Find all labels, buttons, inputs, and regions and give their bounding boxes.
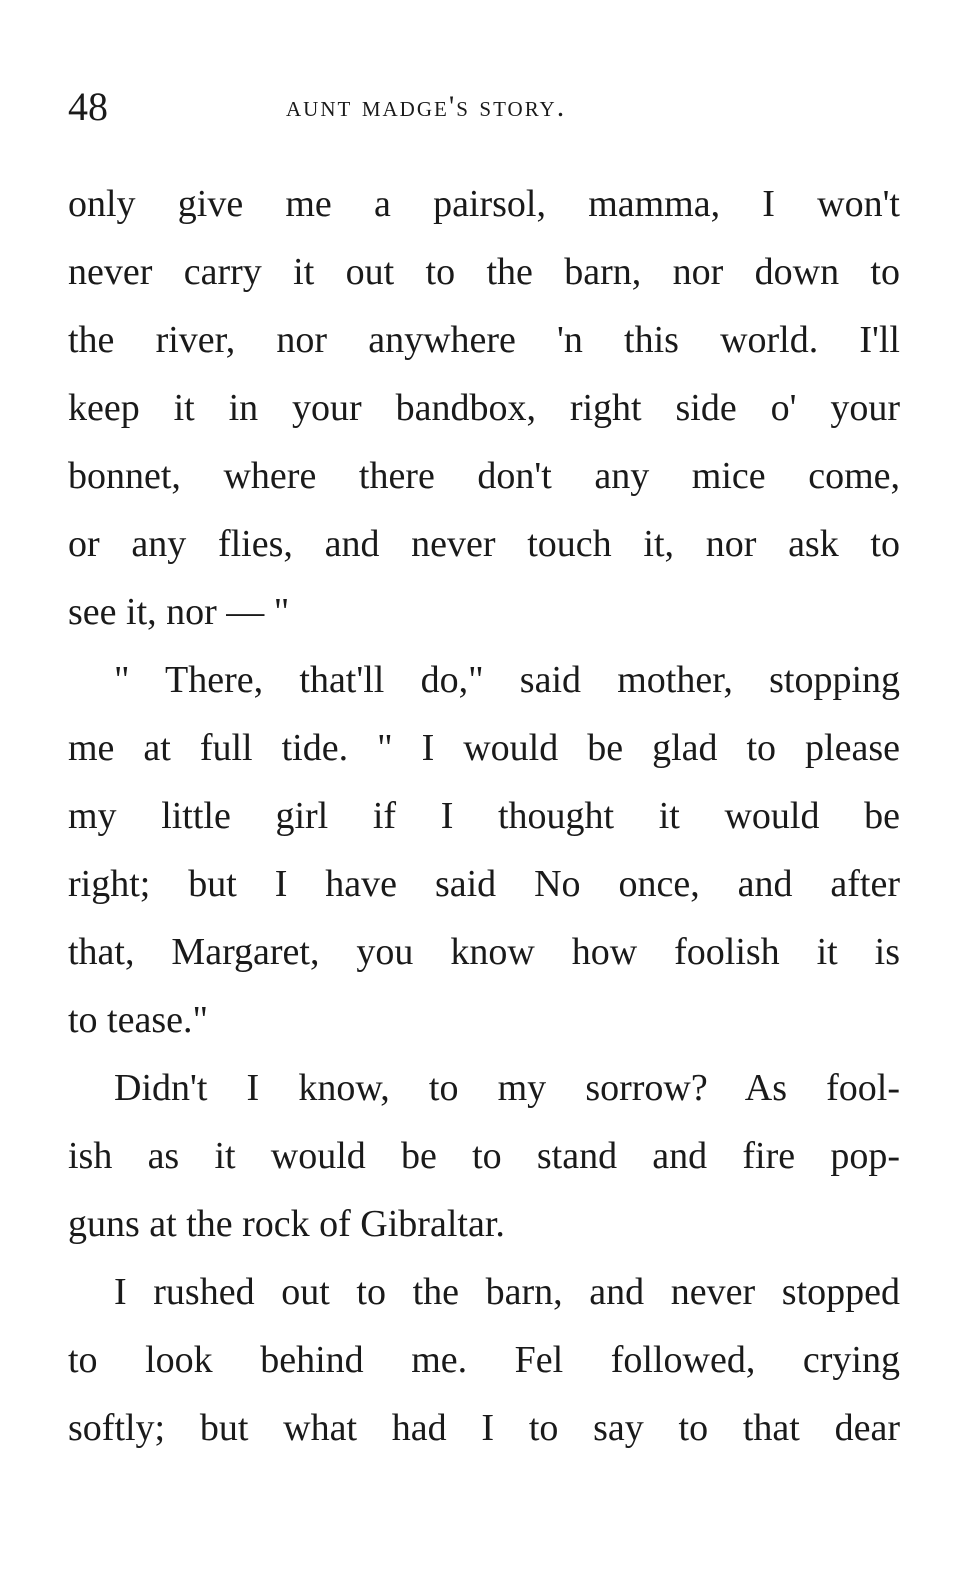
running-head: aunt madge's story. [286, 90, 567, 123]
text-line: that, Margaret, you know how foolish it is [68, 931, 900, 973]
text-line: my little girl if I thought it would be [68, 795, 900, 837]
text-line: guns at the rock of Gibraltar. [68, 1203, 505, 1245]
body-text [68, 170, 900, 1462]
text-line: " There, that'll do," said mother, stopping [114, 659, 900, 701]
page-number: 48 [68, 84, 108, 129]
text-line: to tease." [68, 999, 209, 1041]
text-line: to look behind me. Fel followed, crying [68, 1339, 900, 1381]
text-line: see it, nor — " [68, 591, 290, 633]
text-line: ish as it would be to stand and fire pop- [68, 1135, 900, 1177]
text-line: me at full tide. " I would be glad to please [68, 727, 900, 769]
text-line: only give me a pairsol, mamma, I won't [68, 183, 900, 225]
text-line: bonnet, where there don't any mice come, [68, 455, 900, 497]
book-page [68, 0, 900, 1594]
paragraph [68, 170, 900, 646]
paragraph [68, 1054, 900, 1258]
text-line: I rushed out to the barn, and never stopped [114, 1271, 900, 1313]
text-line: softly; but what had I to say to that dear [68, 1407, 900, 1449]
paragraph [68, 646, 900, 1054]
paragraph [68, 1258, 900, 1462]
text-line: right; but I have said No once, and after [68, 863, 900, 905]
text-line: Didn't I know, to my sorrow? As fool- [114, 1067, 900, 1109]
text-line: never carry it out to the barn, nor down to [68, 251, 900, 293]
page-header [68, 82, 900, 132]
text-line: or any flies, and never touch it, nor ask to [68, 523, 900, 565]
text-line: the river, nor anywhere 'n this world. I'll [68, 319, 900, 361]
text-line: keep it in your bandbox, right side o' your [68, 387, 900, 429]
